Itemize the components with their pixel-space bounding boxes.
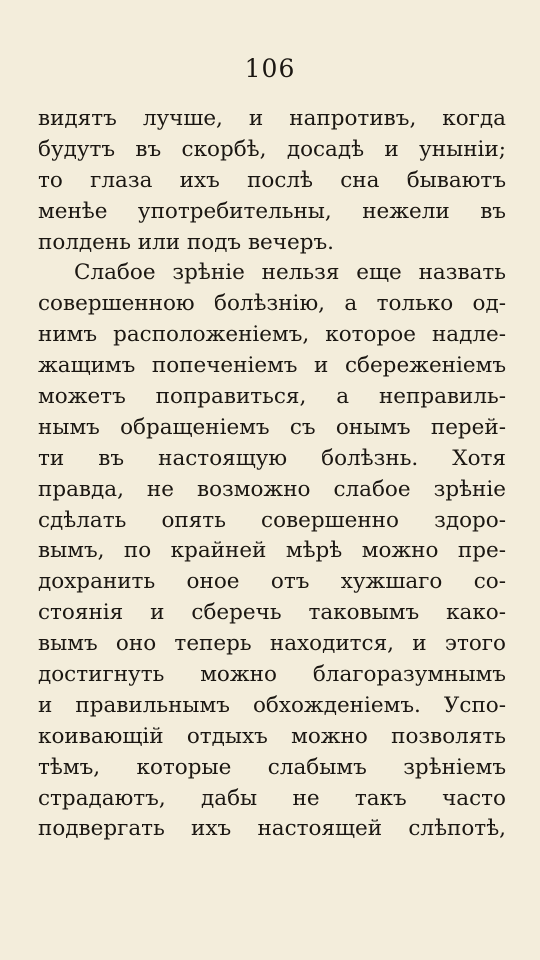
- text-line: Слабое зрѣніе нельзя еще назвать: [74, 260, 506, 286]
- text-line: подвергать ихъ настоящей слѣпотѣ,: [38, 816, 506, 842]
- text-line: вымъ, по крайней мѣрѣ можно пре-: [38, 538, 506, 564]
- text-line: нимъ расположеніемъ, которое надле-: [38, 322, 506, 348]
- text-line: коивающій отдыхъ можно позволять: [38, 723, 506, 749]
- text-line: дохранить оное отъ хужшаго со-: [38, 569, 506, 595]
- text-line: можетъ поправиться, а неправиль-: [38, 384, 506, 410]
- text-line: жащимъ попеченіемъ и сбереженіемъ: [38, 353, 506, 379]
- text-line: видятъ лучше, и напротивъ, когда: [38, 106, 506, 131]
- text-line: и правильнымъ обхожденіемъ. Успо-: [38, 692, 506, 718]
- text-line: то глаза ихъ послѣ сна бываютъ: [38, 167, 506, 193]
- text-line: нымъ обращеніемъ съ онымъ перей-: [38, 414, 506, 440]
- text-line: вымъ оно теперь находится, и этого: [38, 631, 506, 657]
- text-line: менѣе употребительны, нежели въ: [38, 198, 506, 224]
- text-line: ти въ настоящую болѣзнь. Хотя: [38, 445, 506, 471]
- text-line: будутъ въ скорбѣ, досадѣ и уныніи;: [38, 136, 506, 162]
- text-line: достигнуть можно благоразумнымъ: [38, 662, 506, 688]
- text-line: страдаютъ, дабы не такъ часто: [38, 785, 506, 811]
- text-line: стоянія и сберечь таковымъ како-: [38, 600, 506, 626]
- text-line: тѣмъ, которые слабымъ зрѣніемъ: [38, 754, 506, 780]
- page-number: 106: [244, 54, 296, 83]
- text-line: сдѣлать опять совершенно здоро-: [38, 507, 506, 533]
- body-text: [38, 104, 506, 845]
- text-line: полдень или подъ вечеръ.: [38, 229, 334, 255]
- text-line: совершенною болѣзнію, а только од-: [38, 291, 506, 317]
- text-line: правда, не возможно слабое зрѣніе: [38, 476, 506, 502]
